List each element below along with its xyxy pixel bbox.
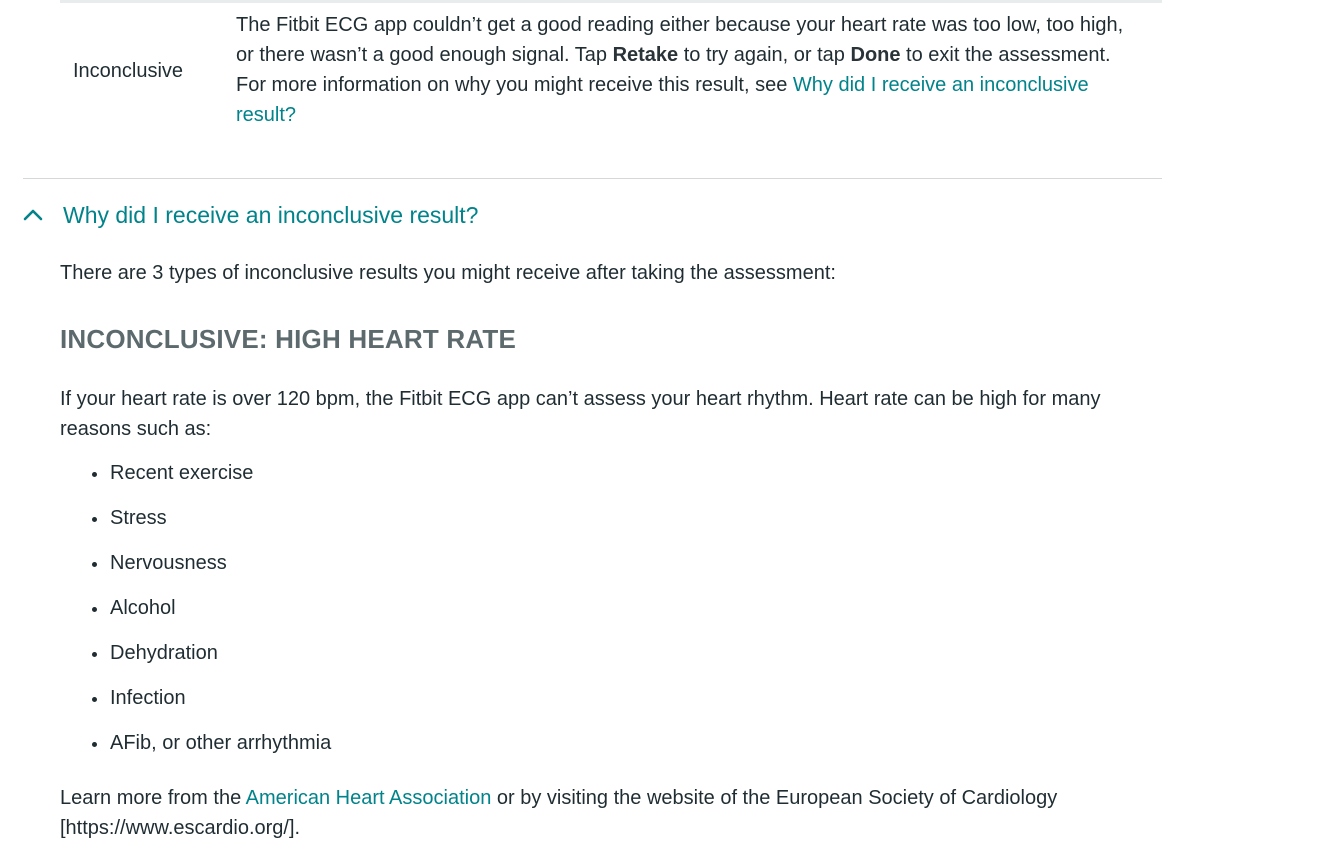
list-item: Alcohol xyxy=(110,593,1150,638)
list-item: Recent exercise xyxy=(110,458,1150,503)
reasons-list xyxy=(60,458,1150,773)
list-item: Nervousness xyxy=(110,548,1150,593)
desc-text-1: The Fitbit ECG app couldn’t get a good reading either because your heart rate was too low, too high, or there wasn’t a good enough signal. Tap xyxy=(236,14,1124,66)
done-term: Done xyxy=(850,44,901,66)
inconclusive-reason-link[interactable]: Why did I receive an inconclusive result? xyxy=(236,74,1089,126)
list-item: Dehydration xyxy=(110,638,1150,683)
american-heart-association-link[interactable]: American Heart Association xyxy=(245,787,492,809)
chevron-up-icon xyxy=(23,205,43,225)
high-heart-rate-paragraph: If your heart rate is over 120 bpm, the Fitbit ECG app can’t assess your heart rhythm. Heart rate can be high for many reasons such as: xyxy=(60,388,1101,440)
accordion-content xyxy=(60,258,1150,843)
learn-more-text xyxy=(60,783,1150,843)
list-item: AFib, or other arrhythmia xyxy=(110,728,1150,773)
accordion-title[interactable]: Why did I receive an inconclusive result? xyxy=(63,201,479,228)
intro-text: There are 3 types of inconclusive results you might receive after taking the assessment: xyxy=(60,262,836,284)
section-divider xyxy=(23,178,1162,179)
learn-suffix: or by visiting the website of the European Society of Cardiology [https://www.escardio.org/]. xyxy=(60,787,1058,839)
section-heading: INCONCLUSIVE: HIGH HEART RATE xyxy=(60,324,516,354)
desc-text-2: to try again, or tap xyxy=(678,44,851,66)
learn-prefix: Learn more from the xyxy=(60,787,246,809)
accordion-toggle[interactable] xyxy=(23,196,478,234)
list-item: Stress xyxy=(110,503,1150,548)
table-top-rule xyxy=(60,0,1162,3)
desc-text-3: to exit the assessment. For more information on why you might receive this result, see xyxy=(236,44,1111,96)
list-item: Infection xyxy=(110,683,1150,728)
result-description xyxy=(236,10,1141,130)
result-label: Inconclusive xyxy=(73,60,184,82)
retake-term: Retake xyxy=(612,44,679,66)
